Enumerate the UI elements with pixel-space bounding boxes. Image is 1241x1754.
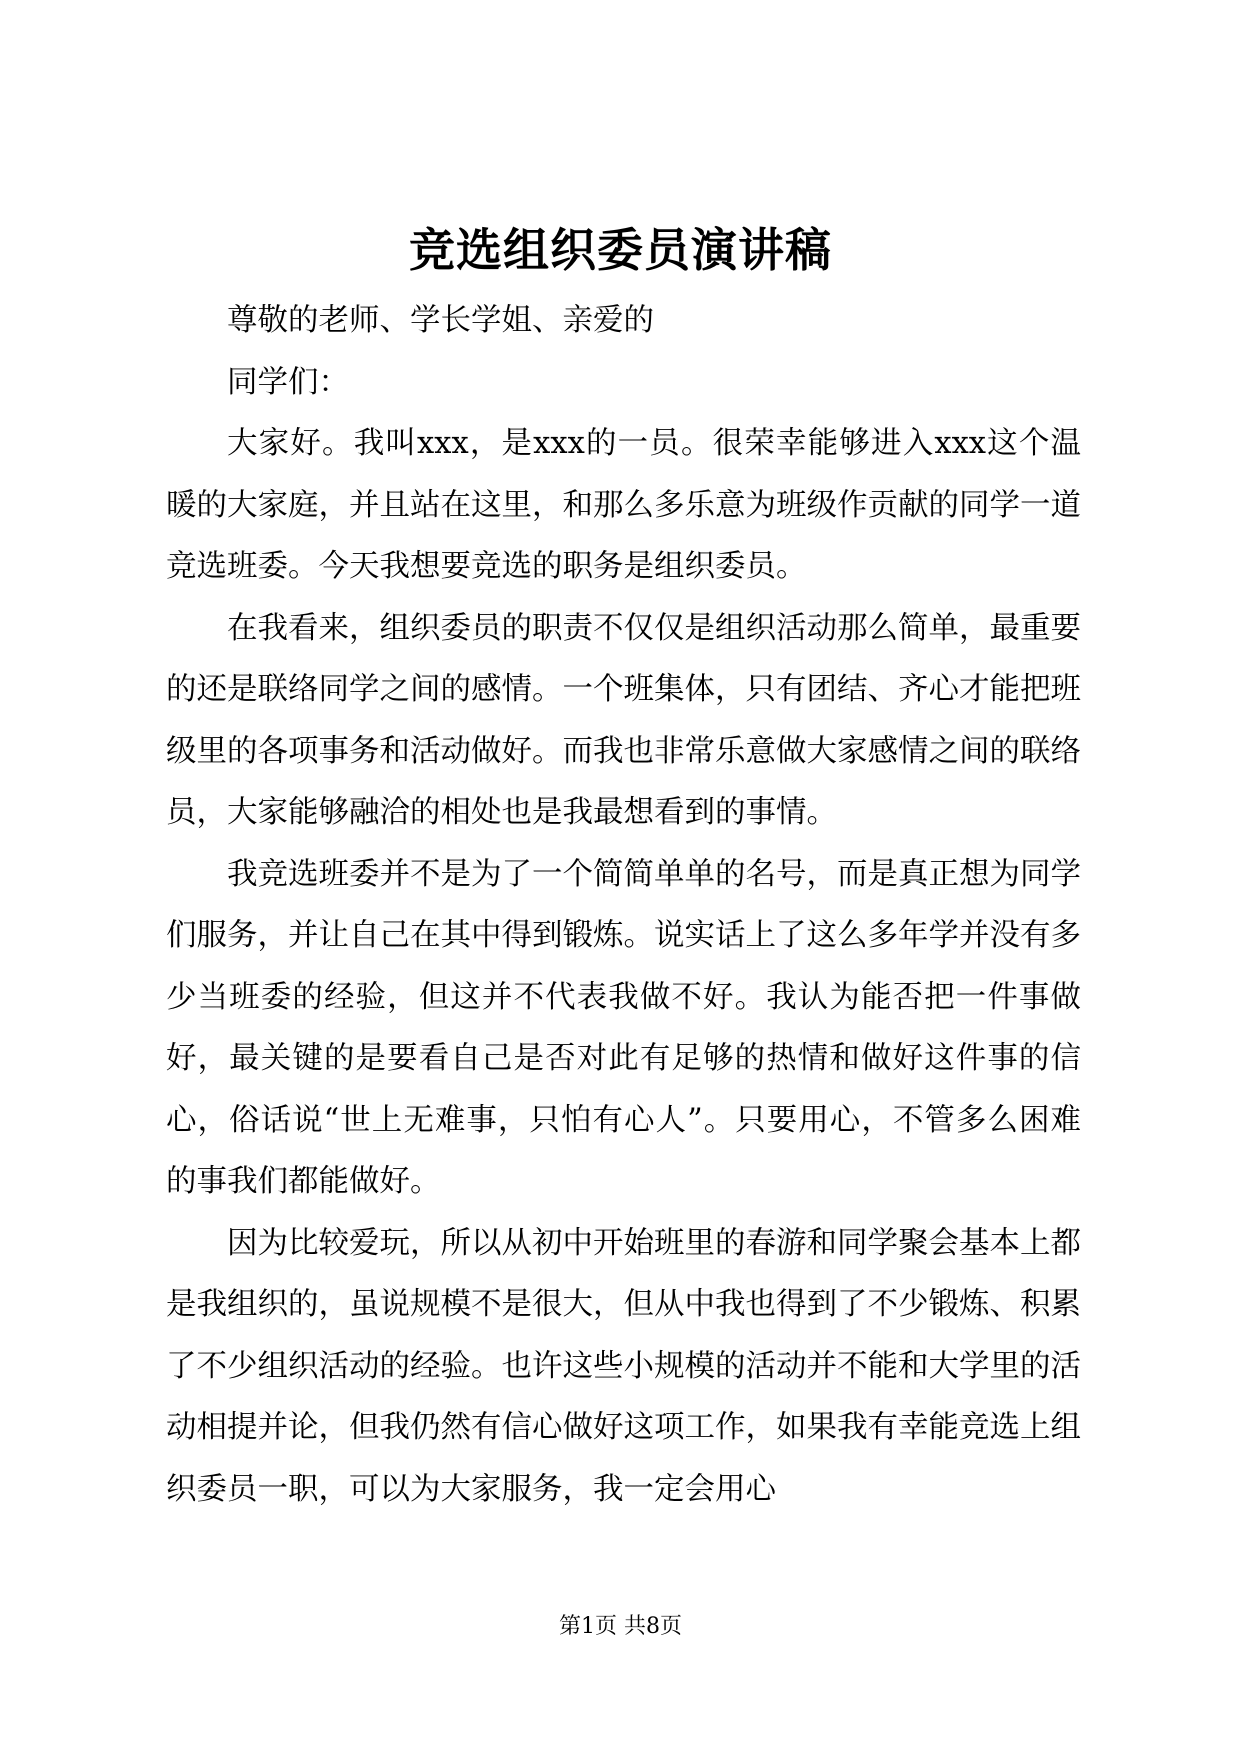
document-title: 竞选组织委员演讲稿 bbox=[409, 223, 832, 277]
paragraph-introduction: 大家好。我叫xxx，是xxx的一员。很荣幸能够进入xxx这个温暖的大家庭，并且站在这里，和那么多乐意为班级作贡献的同学一道竞选班委。今天我想要竞选的职务是组织委员。 bbox=[166, 426, 1081, 584]
document-body bbox=[166, 290, 1081, 1520]
salutation-line-1: 尊敬的老师、学长学姐、亲爱的 bbox=[227, 303, 654, 338]
page-number-footer: 第1页 共8页 bbox=[559, 1614, 682, 1639]
paragraph-experience: 因为比较爱玩，所以从初中开始班里的春游和同学聚会基本上都是我组织的，虽说规模不是很大，但从中我也得到了不少锻炼、积累了不少组织活动的经验。也许这些小规模的活动并不能和大学里的活动相提并论，但我仍然有信心做好这项工作，如果我有幸能竞选上组织委员一职，可以为大家服务，我一定会用心 bbox=[166, 1225, 1081, 1507]
salutation-line-2: 同学们： bbox=[227, 364, 349, 400]
paragraph-responsibilities: 在我看来，组织委员的职责不仅仅是组织活动那么简单，最重要的还是联络同学之间的感情。一个班集体，只有团结、齐心才能把班级里的各项事务和活动做好。而我也非常乐意做大家感情之间的联络员，大家能够融洽的相处也是我最想看到的事情。 bbox=[166, 610, 1081, 830]
paragraph-motivation: 我竞选班委并不是为了一个简简单单的名号，而是真正想为同学们服务，并让自己在其中得到锻炼。说实话上了这么多年学并没有多少当班委的经验，但这并不代表我做不好。我认为能否把一件事做好，最关键的是要看自己是否对此有足够的热情和做好这件事的信心，俗话说“世上无难事，只怕有心人”。只要用心，不管多么困难的事我们都能做好。 bbox=[166, 856, 1081, 1199]
